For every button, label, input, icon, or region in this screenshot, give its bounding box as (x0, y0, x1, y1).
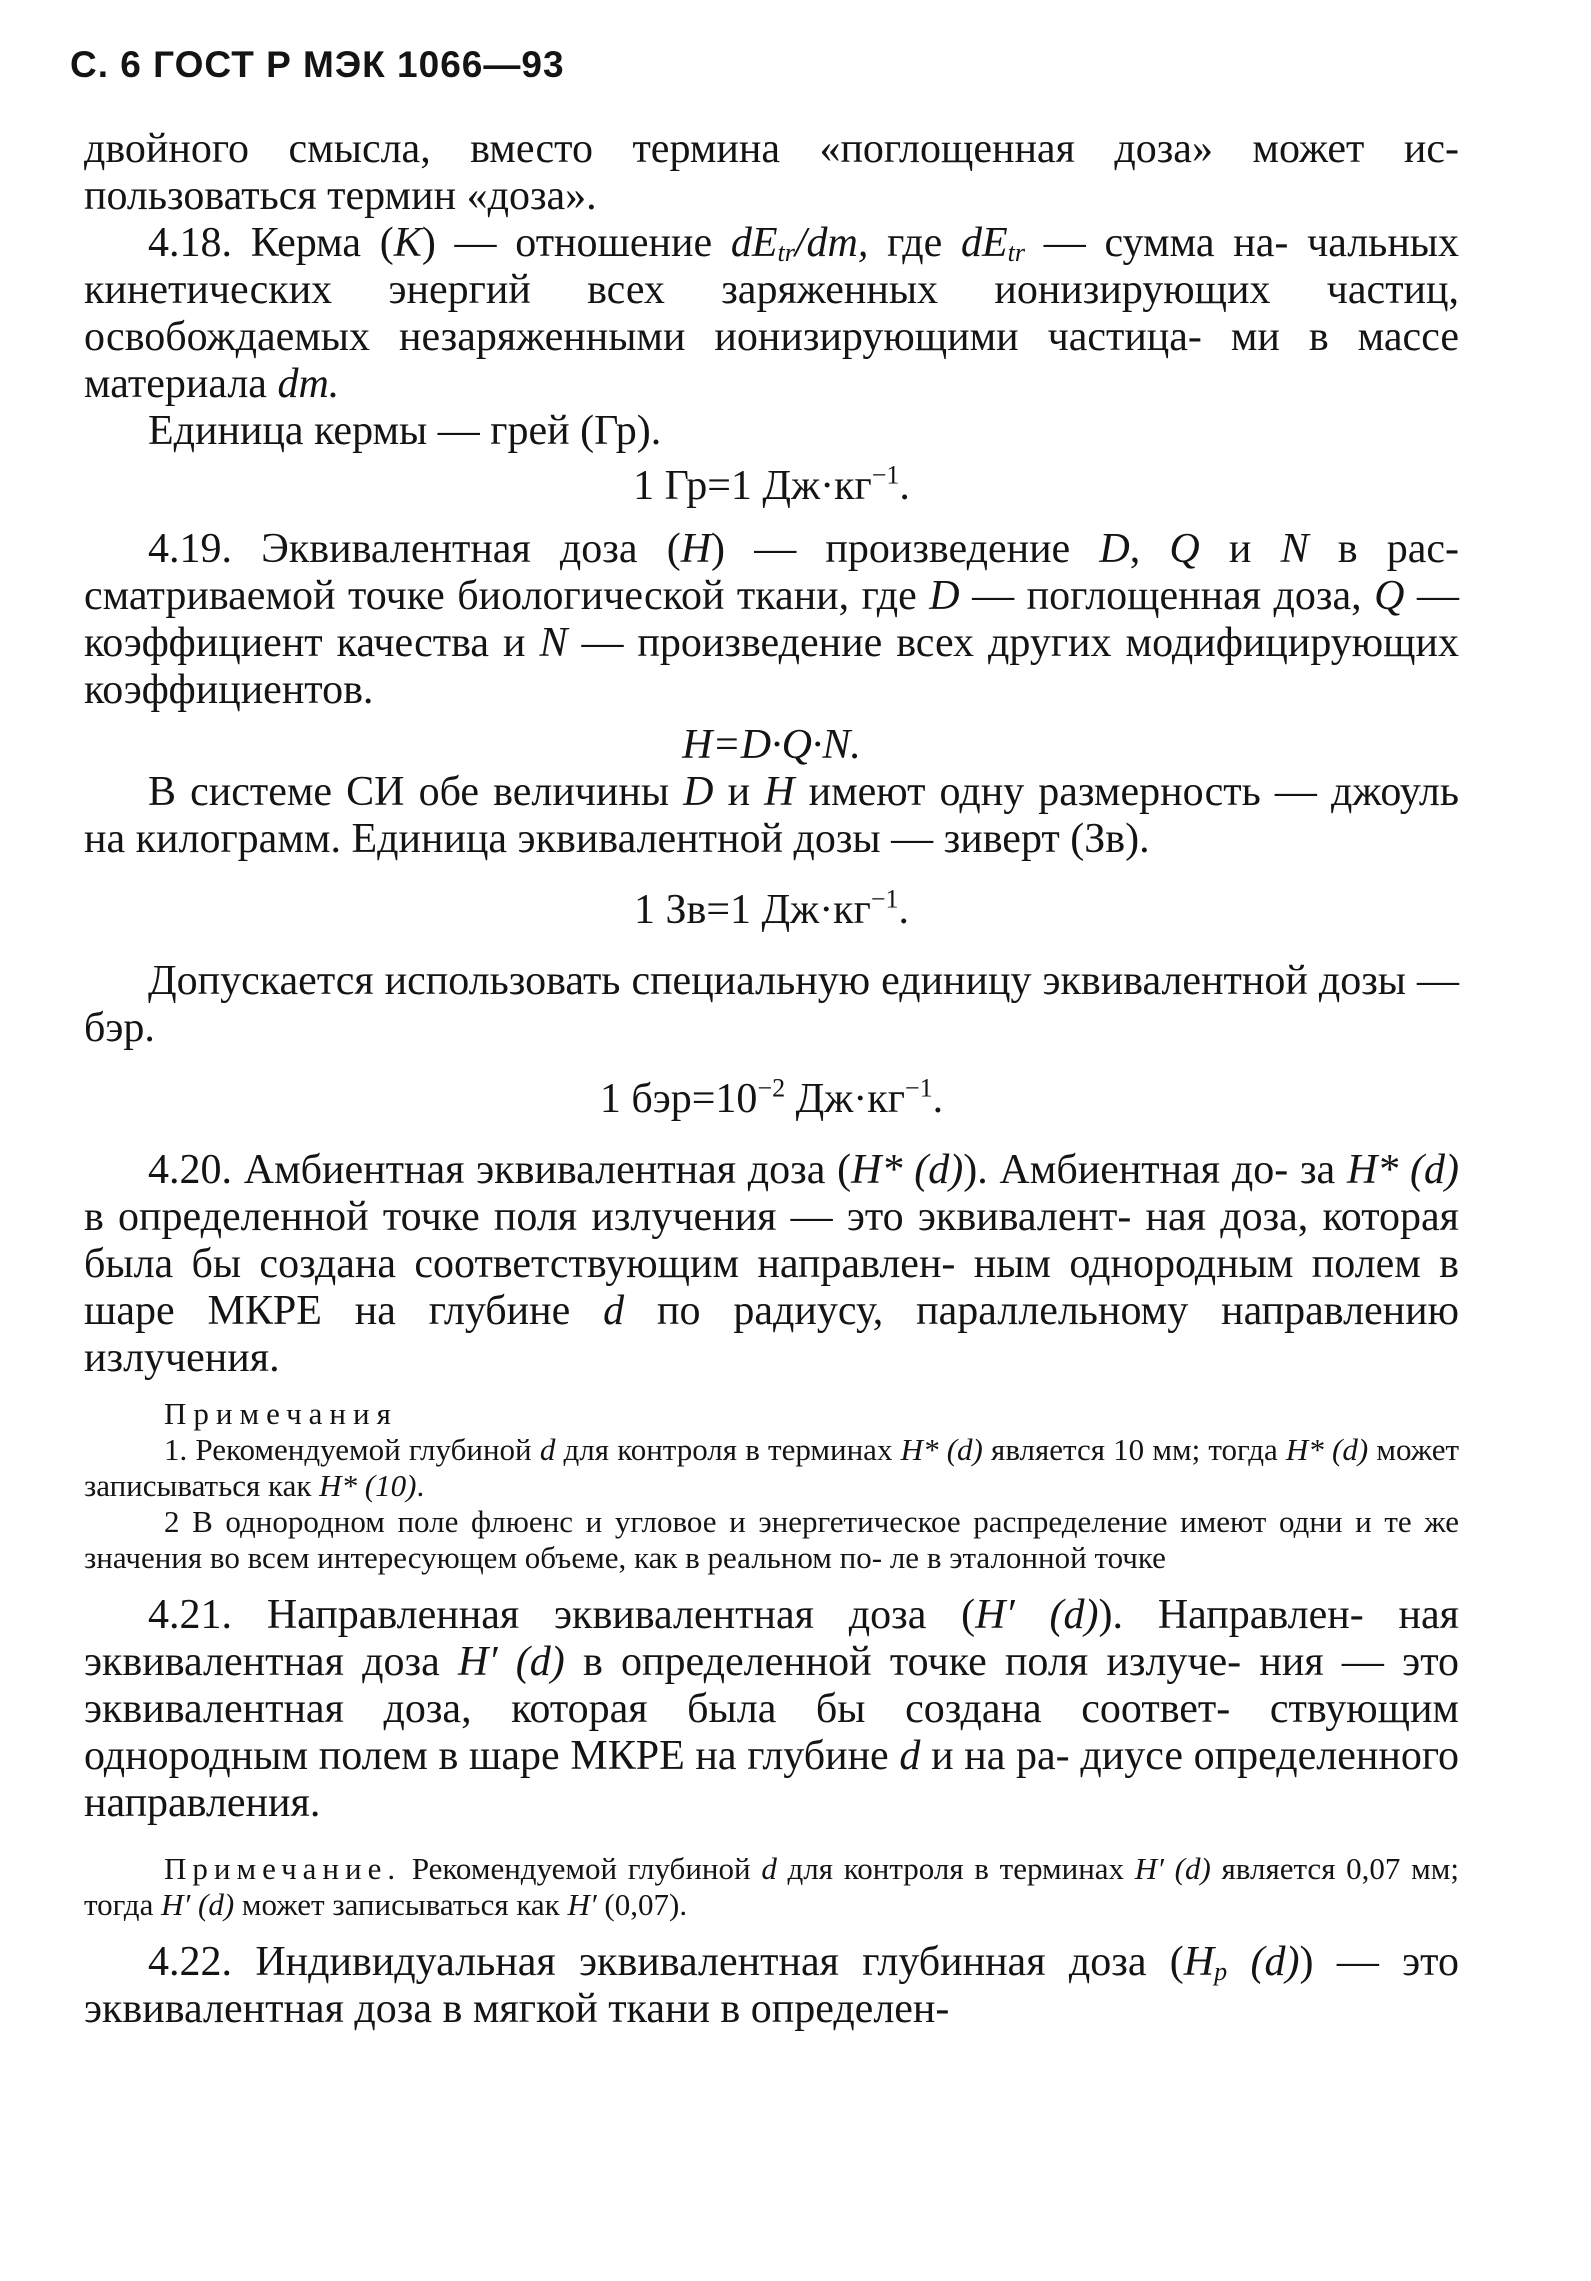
paragraph-intro: двойного смысла, вместо термина «поглощенная доза» может ис- пользоваться термин «доза». (84, 126, 1459, 219)
text-run: — коэффициент качества и (84, 573, 1459, 666)
symbol-H: H (680, 526, 712, 572)
formula-rem (84, 1073, 1459, 1123)
page-header: С. 6 ГОСТ Р МЭК 1066—93 (70, 44, 565, 85)
paragraph-kerma-unit: Единица кермы — грей (Гр). (148, 408, 662, 454)
symbol-H-prime: H′ (1134, 1851, 1164, 1886)
superscript: −1 (870, 884, 899, 914)
symbol-H-star-d: H* (d) (1346, 1147, 1459, 1193)
paragraph-4-20-ambient-dose (84, 1147, 1459, 1382)
symbol-N: N (539, 620, 568, 666)
formula-text: Дж·кг (785, 1076, 905, 1122)
symbol-N: N (1280, 526, 1309, 572)
text-run: Эквивалентная доза ( (232, 526, 681, 572)
text-run: и (713, 769, 765, 815)
paragraph-4-21-directional-dose (84, 1592, 1459, 1827)
note-2: 2 В однородном поле флюенс и угловое и энергетическое распределение имеют одни и те же значения во всем интересующем объеме, как в реальном по- ле в эталонной точке (84, 1504, 1459, 1575)
symbol-H-prime-d: H′ (d) (975, 1592, 1099, 1638)
symbol-H-prime: H′ (567, 1887, 597, 1922)
formula-text: 1 бэр=10 (599, 1076, 758, 1122)
text-run: по радиусу, параллельному направлению излучения. (84, 1288, 1459, 1381)
paragraph-rem: Допускается использовать специальную единицу эквивалентной дозы — бэр. (84, 958, 1459, 1051)
text-run: — поглощенная доза, (959, 573, 1375, 619)
subscript-tr: tr (777, 238, 795, 268)
superscript: −1 (904, 1073, 933, 1103)
superscript: −2 (757, 1073, 786, 1103)
clause-number: 4.21. (148, 1592, 232, 1638)
symbol-d: (d) (1227, 1939, 1300, 1985)
symbol-H-star-d: H* (d) (851, 1147, 964, 1193)
text-run: может записываться как (234, 1887, 568, 1922)
formula-text: 1 Зв=1 Дж·кг (633, 887, 871, 933)
symbol-Hp: H (1183, 1939, 1215, 1985)
text-run: Амбиентная эквивалентная доза ( (232, 1147, 852, 1193)
clause-number: 4.19. (148, 526, 232, 572)
text-run: . (416, 1468, 425, 1503)
paragraph-4-18-kerma (84, 220, 1459, 408)
paragraph-4-22-individual-dose (84, 1939, 1459, 2033)
text-run: ). Амбиентная до- за (963, 1147, 1347, 1193)
symbol-H-star-10: H* (10) (319, 1468, 417, 1503)
formula-text: . (899, 463, 910, 509)
text-run: в рас- сматриваемой точке биологической ткани, где (84, 526, 1460, 619)
symbol-H-star-d: H* (d) (900, 1432, 983, 1467)
subscript-tr: tr (1007, 238, 1026, 268)
symbol-D: D (1099, 526, 1130, 572)
symbol-K: K (393, 220, 422, 266)
text-run: Направленная эквивалентная доза ( (232, 1592, 976, 1638)
text-run: Керма ( (232, 220, 394, 266)
formula-sievert (84, 884, 1459, 934)
document-body (84, 126, 1459, 2033)
note-1 (84, 1432, 1459, 1504)
symbol-H: H (764, 769, 795, 815)
symbol-d: d (603, 1288, 625, 1334)
symbol-d: d (899, 1733, 921, 1779)
superscript: −1 (871, 460, 900, 490)
symbol-d: d (539, 1432, 556, 1467)
text-run: для контроля в терминах (555, 1432, 901, 1467)
symbol-dm: dm. (277, 361, 340, 407)
clause-number: 4.20. (148, 1147, 232, 1193)
formula-text: . (932, 1076, 944, 1122)
symbol-H-prime-d: H′ (d) (457, 1639, 565, 1685)
text-run: — сумма на- чальных кинетических энергий всех заряженных ионизирующих частиц, освобождаемых незаряженными ионизирующими частица- ми в массе материала (84, 220, 1460, 407)
clause-number: 4.18. (148, 220, 232, 266)
symbol-dm: /dm, (794, 220, 869, 266)
paragraph-si-units (84, 769, 1459, 863)
notes-title: Примечания (164, 1396, 398, 1431)
text-run: ) — это эквивалентная доза в мягкой ткани в определен- (84, 1939, 1459, 2032)
text-run: Индивидуальная эквивалентная глубинная доза ( (232, 1939, 1184, 1985)
formula-text: H=D·Q·N. (682, 722, 861, 768)
symbol-d: d (761, 1851, 777, 1886)
formula-gray (84, 460, 1459, 510)
symbol-Q: Q (1374, 573, 1405, 619)
text-run: ) — произведение (711, 526, 1100, 572)
subscript-p: p (1214, 1957, 1228, 1987)
text-run: для контроля в терминах (776, 1851, 1135, 1886)
text-run: В системе СИ обе величины (148, 769, 684, 815)
text-run: ). Направлен- ная эквивалентная доза (84, 1592, 1459, 1685)
text-run: 1. Рекомендуемой глубиной (164, 1432, 540, 1467)
text-run: является 0,07 мм; тогда (84, 1851, 1459, 1922)
text-run: имеют одну размерность — джоуль на килограмм. Единица эквивалентной дозы — зиверт (Зв). (84, 769, 1459, 862)
text-run: может записываться как (84, 1432, 1460, 1503)
symbol-D: D (929, 573, 960, 619)
text-run: в определенной точке поля излуче- ния — это эквивалентная доза, которая была бы создана соответ- ствующим однородным полем в шаре МКРЕ на глубине (84, 1639, 1459, 1779)
text-run: Рекомендуемой глубиной (401, 1851, 762, 1886)
formula-H (84, 722, 1459, 769)
symbol-Q: Q (1169, 526, 1200, 572)
symbol-H-star-d: H* (d) (1285, 1432, 1369, 1467)
text-run: , (1129, 526, 1170, 572)
symbol-d: (d) (1174, 1851, 1211, 1886)
formula-text: . (898, 887, 910, 933)
text-run: ) — отношение (421, 220, 731, 266)
text-run: где (868, 220, 961, 266)
clause-number: 4.22. (148, 1939, 232, 1985)
formula-text: 1 Гр=1 Дж·кг (633, 463, 872, 509)
note-title: Примечание. (164, 1851, 402, 1886)
text-run: и (1199, 526, 1281, 572)
symbol-D: D (683, 769, 714, 815)
text-run: и на ра- диусе определенного направления. (84, 1733, 1459, 1826)
text-run: является 10 мм; тогда (982, 1432, 1286, 1467)
symbol-dE: dE (730, 220, 778, 266)
symbol-dE: dE (960, 220, 1008, 266)
note-3 (84, 1851, 1459, 1923)
symbol-H-prime-d: H′ (d) (161, 1887, 235, 1922)
text-run: в определенной точке поля излучения — это эквивалент- ная доза, которая была бы создана соответствующим направлен- ным однородным полем в шаре МКРЕ на глубине (84, 1194, 1459, 1334)
text-run: (0,07). (596, 1887, 688, 1922)
text-run: — произведение всех других модифицирующих коэффициентов. (84, 620, 1459, 713)
paragraph-4-19-equivalent-dose (84, 526, 1459, 714)
